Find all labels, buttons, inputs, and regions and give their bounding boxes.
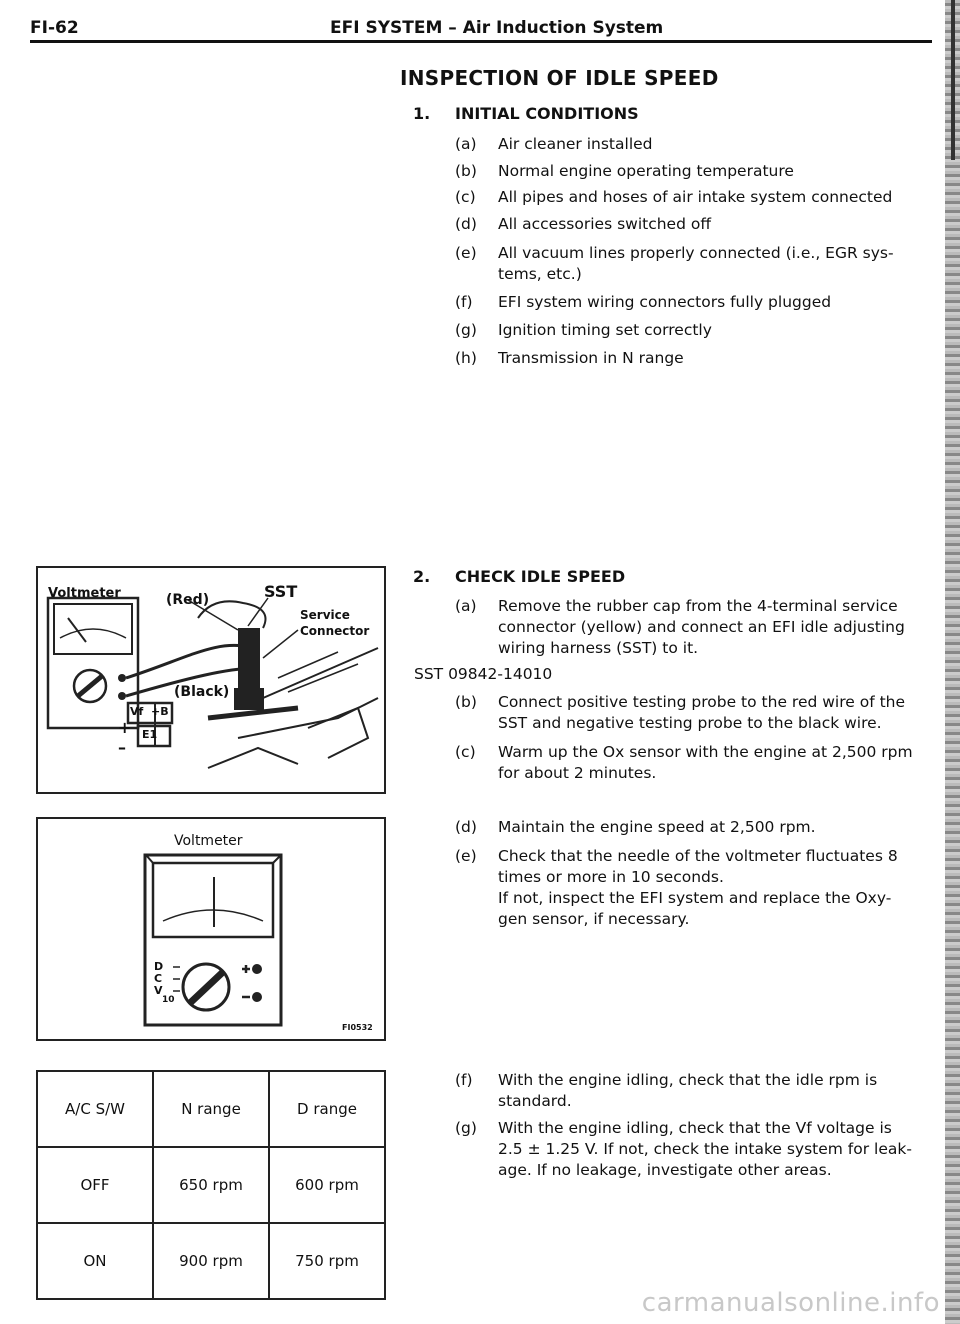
section2-heading xyxy=(413,567,625,586)
list-item: (d) All accessories switched off xyxy=(455,215,712,233)
cell-on-n: 900 rpm xyxy=(153,1223,269,1299)
sst-number: SST 09842-14010 xyxy=(414,665,553,683)
section1-heading xyxy=(413,104,639,123)
cell-off-n: 650 rpm xyxy=(153,1147,269,1223)
list-item: (e) Check that the needle of the voltmeter fluctuates 8 times or more in 10 seconds. If not, inspect the EFI system and replace the Oxy- gen sensor, if necessary. xyxy=(455,847,898,928)
black-label: (Black) xyxy=(174,684,230,700)
list-item: (b) Normal engine operating temperature xyxy=(455,162,794,180)
section2-number: 2. xyxy=(413,567,431,586)
main-title: INSPECTION OF IDLE SPEED xyxy=(400,66,719,90)
section1-number: 1. xyxy=(413,104,431,123)
cell-off-d: 600 rpm xyxy=(269,1147,385,1223)
minus-sign: – xyxy=(118,738,126,757)
cell-on-d: 750 rpm xyxy=(269,1223,385,1299)
figure-code: FI0532 xyxy=(342,1023,373,1032)
list-item: (g) With the engine idling, check that the Vf voltage is 2.5 ± 1.25 V. If not, check the intake system for leak- age. If no leakage, investigate other areas. xyxy=(455,1119,912,1179)
list-item: (a) Remove the rubber cap from the 4-terminal service connector (yellow) and connect an EFI idle adjusting wiring harness (SST) to it. xyxy=(455,597,905,657)
list-item: (c) All pipes and hoses of air intake system connected xyxy=(455,188,893,206)
connector-label: Connector xyxy=(300,624,370,638)
voltmeter-illustration xyxy=(38,819,384,1039)
red-label: (Red) xyxy=(166,592,210,608)
vf-terminal: Vf xyxy=(130,705,144,718)
list-item: (b) Connect positive testing probe to the red wire of the SST and negative testing probe to the black wire. xyxy=(455,693,906,732)
header-ac-switch: A/C S/W xyxy=(37,1071,153,1147)
plus-sign: + xyxy=(118,718,132,737)
figure-voltmeter xyxy=(36,817,386,1041)
connection-illustration xyxy=(38,568,384,792)
figure-voltmeter-connection xyxy=(36,566,386,794)
table-row xyxy=(37,1223,385,1299)
list-item: (a) Air cleaner installed xyxy=(455,135,653,153)
table-header-row xyxy=(37,1071,385,1147)
header-d-range: D range xyxy=(269,1071,385,1147)
cell-ac-on: ON xyxy=(37,1223,153,1299)
header-n-range: N range xyxy=(153,1071,269,1147)
sst-label: SST xyxy=(264,582,298,601)
list-item: (f) With the engine idling, check that the idle rpm is standard. xyxy=(455,1071,878,1110)
list-item: (d) Maintain the engine speed at 2,500 rpm. xyxy=(455,818,816,836)
watermark: carmanualsonline.info xyxy=(641,1288,940,1318)
list-item: (h) Transmission in N range xyxy=(455,349,684,367)
ten-label: 10 xyxy=(162,995,175,1005)
list-item: (f) EFI system wiring connectors fully plugged xyxy=(455,293,832,311)
header-rule xyxy=(30,40,932,43)
cell-ac-off: OFF xyxy=(37,1147,153,1223)
voltmeter-label: Voltmeter xyxy=(174,833,243,849)
page-edge xyxy=(945,0,960,1324)
voltmeter-label: Voltmeter xyxy=(48,586,121,601)
table-row xyxy=(37,1147,385,1223)
section2-title: CHECK IDLE SPEED xyxy=(455,567,626,586)
idle-speed-table xyxy=(36,1070,386,1300)
list-item: (c) Warm up the Ox sensor with the engine at 2,500 rpm for about 2 minutes. xyxy=(455,743,913,782)
page-number: FI-62 xyxy=(30,18,79,38)
list-item: (g) Ignition timing set correctly xyxy=(455,321,712,339)
section1-title: INITIAL CONDITIONS xyxy=(455,104,639,123)
list-item: (e) All vacuum lines properly connected (i.e., EGR sys- tems, etc.) xyxy=(455,244,894,283)
section-header: EFI SYSTEM – Air Induction System xyxy=(330,18,664,38)
page-edge-dark xyxy=(951,0,955,160)
e1-terminal: E1 xyxy=(142,728,158,741)
service-label: Service xyxy=(300,608,350,622)
plusb-terminal: +B xyxy=(151,705,169,718)
dcv-label: DCV xyxy=(154,960,164,997)
